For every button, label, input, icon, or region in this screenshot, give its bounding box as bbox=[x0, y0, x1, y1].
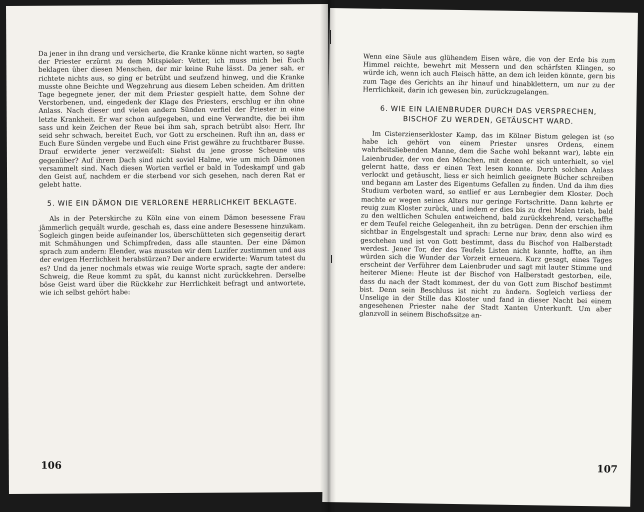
right-page-number: 107 bbox=[596, 464, 618, 476]
left-page-number: 106 bbox=[40, 460, 62, 472]
gutter-mark-top bbox=[330, 30, 331, 44]
left-paragraph-2: Als in der Peterskirche zu Köln eine von einem Dämon besessene Frau jämmerlich gequält wurde, geschah es, dass eine andere Besessene hinzukam. Sogleich gingen beide aufeinander los, überschütteten sich gegenseitig derart mit Schmähungen und Schimpfreden, dass alle staunten. Der eine Dämon sprach zum andern: Elender, was mussten wir dem Luzifer zustimmen und aus der ewigen Herrlichkeit herabstürzen? Der andere erwiderte: Warum tatest du es? Und da jener nochmals etwas wie reuige Worte sprach, sagte der andere: Schweig, die Reue kommt zu spät, du kannst nicht zurückkehren. Derselbe böse Geist ward über die Rückkehr zur Herrlichkeit befragt und antwortete, wie ich selbst gehört habe: bbox=[39, 213, 306, 298]
gutter-mark-middle bbox=[331, 255, 332, 263]
left-page bbox=[6, 4, 331, 494]
right-text-column bbox=[359, 53, 615, 323]
book-gutter-shadow bbox=[320, 0, 336, 512]
left-section-heading: 5. WIE EIN DÄMON DIE VERLORENE HERRLICHKEIT BEKLAGTE. bbox=[47, 197, 298, 209]
right-paragraph-2: Im Cisterzienserkloster Kamp, das im Kölner Bistum gelegen ist (so habe ich gehört von einem Priester unsres Ordens, einem wahrheitsliebenden Manne, dem die Sache wohl bekannt war), lebte ein Laienbruder, der von den Mönchen, mit denen er sich unterhielt, so viel gelernt hatte, dass er einen Text lesen konnte. Durch solchen Anlass verlockt und getäuscht, liess er sich heimlich geeignete Bücher schreiben und begann am Laster des Eigentums Gefallen zu finden. Und da ihm dies Studium verboten ward, so entlief er aus Lernbegier dem Kloster. Doch machte er wegen seines Alters nur geringe Fortschritte. Dann kehrte er reuig zum Kloster zurück, und indem er dies bis zu drei Malen trieb, bald zu den weltlichen Schulen entweichend, bald zurückkehrend, verschaffte er dem Teufel reiche Gelegenheit, ihn zu betrügen. Denn der erschien ihm sichtbar in Engelsgestalt und sprach: Lerne nur brav, denn also wird es geschehen und ist von Gott bestimmt, dass du Bischof von Halberstadt werdest. Jener Tor, der des Teufels Listen nicht kannte, hoffte, an ihm würden sich die Wunder der Vorzeit erneuern. Kurz gesagt, eines Tages erscheint der Verführer dem Laienbruder und sagt mit lauter Stimme und heiterer Miene: Heute ist der Bischof von Halberstadt gestorben, eile, dass du nach der Stadt kommest, der du von Gott zum Bischof bestimmt bist. Denn sein Beschluss ist nicht zu ändern. Sogleich verliess der Unselige in der Stille das Kloster und fand in dieser Nacht bei einem angesehenen Priester nahe der Stadt Xanten Unterkunft. Um aber glanzvoll in seinem Bischofssitze an- bbox=[359, 129, 615, 320]
left-text-column bbox=[38, 48, 306, 297]
right-paragraph-1: Wenn eine Säule aus glühendem Eisen wäre, die von der Erde bis zum Himmel reichte, bewehrt mit Messern und den schärfsten Klingen, so würde ich, wenn ich auch Fleisch hätte, an dem ich leiden könnte, gern bis zum Tage des Gerichts an ihr hinauf und hinabklettern, um nur zu der Herrlichkeit, darin ich gewesen bin, zurückzugelangen. bbox=[362, 52, 616, 97]
right-section-heading: 6. WIE EIN LAIENBRUDER DURCH DAS VERSPRECHEN, BISCHOF ZU WERDEN, GETÄUSCHT WARD. bbox=[380, 103, 597, 126]
left-paragraph-1: Da jener in ihn drang und versicherte, die Kranke könne nicht warten, so sagte der Priester erzürnt zu dem Mitspieler: Vetter, ich muss mich bei Euch beklagen über diesen Menschen, der mir keine Ruhe lässt. Da jener sah, er richtete nichts aus, so ging er betrübt und seufzend hinweg, und die Kranke musste ohne Beichte und Wegzehrung aus diesem Leben scheiden. Am dritten Tage begegnete jener, der mit dem Priester gespielt hatte, dem Sohne der Verstorbenen, und, eingedenk der Klage des Priesters, erschlug er ihn ohne Anlass. Nach dieser und vielen andern Sünden verfiel der Priester in eine letzte Krankheit. Er war schon aufgegeben, und eine Verwandte, die bei ihm sass und kein Zeichen der Reue bei ihm sah, sprach betrübt also: Herr, Ihr seid sehr schwach, bereitet Euch, vor Gott zu erscheinen. Ruft ihn an, dass er Euch Eure Sünden vergebe und Euch eine Frist gewähre zu fruchtbarer Busse. Drauf erwiderte jener verzweifelt: Siehst du jene grosse Scheune uns gegenüber? Auf ihrem Dach sind nicht soviel Halme, wie um mich Dämonen versammelt sind. Nach diesen Worten verfiel er bald in Todeskampf und gab den Geist auf, nachdem er die sterbend vor sich gesehen, nach deren Rat er gelebt hatte. bbox=[38, 48, 306, 190]
right-page bbox=[322, 8, 638, 507]
